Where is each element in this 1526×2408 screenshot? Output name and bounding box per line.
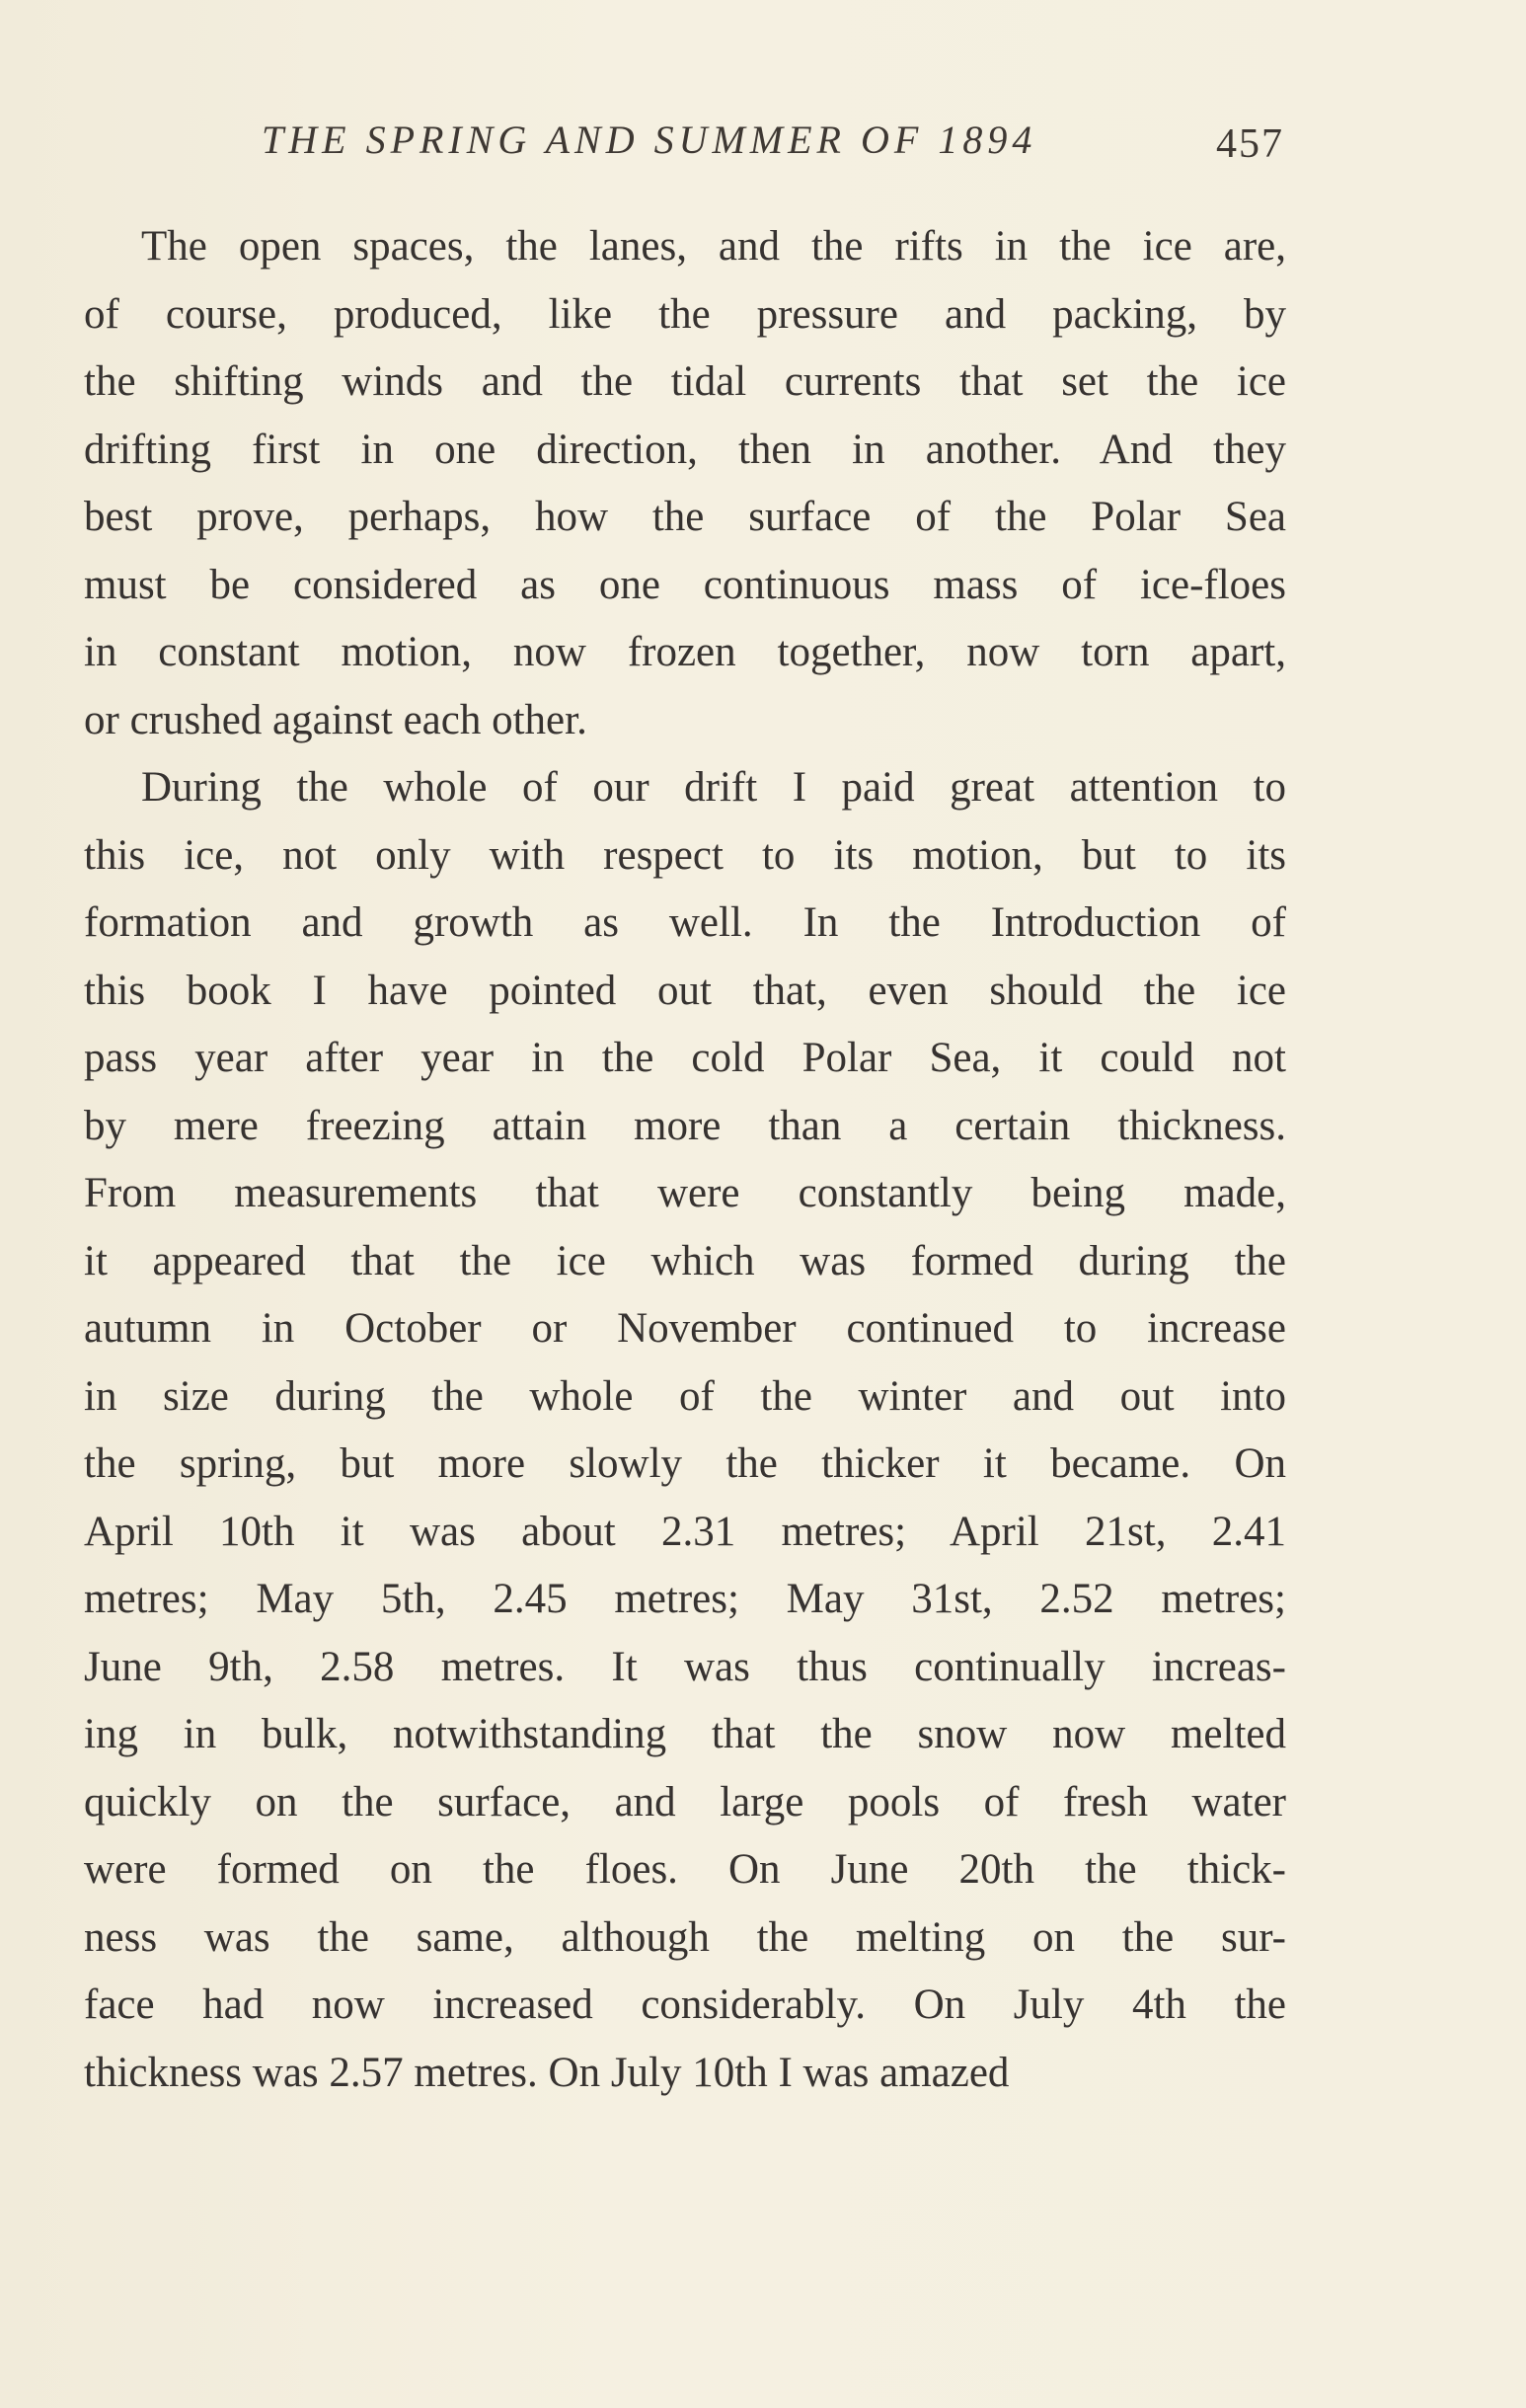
paragraph-2 bbox=[84, 754, 1286, 2107]
text-line: From measurements that were constantly being made, bbox=[84, 1170, 1286, 1216]
text-line: The open spaces, the lanes, and the rifts in the ice are, bbox=[141, 223, 1286, 270]
text-line: pass year after year in the cold Polar Sea, it could not bbox=[84, 1035, 1286, 1081]
text-line: this ice, not only with respect to its motion, but to its bbox=[84, 831, 1286, 879]
text-line: face had now increased considerably. On July 4th the bbox=[84, 1981, 1286, 2028]
text-line: in size during the whole of the winter and out into bbox=[84, 1372, 1286, 1420]
text-line: autumn in October or November continued to increase bbox=[84, 1305, 1286, 1352]
text-line: in constant motion, now frozen together, now torn apart, bbox=[84, 629, 1286, 675]
page-number: 457 bbox=[1216, 121, 1284, 167]
text-line: the shifting winds and the tidal currents that set the ice bbox=[84, 358, 1286, 405]
text-line: April 10th it was about 2.31 metres; April 21st, 2.41 bbox=[84, 1508, 1286, 1555]
text-line: quickly on the surface, and large pools of fresh water bbox=[84, 1778, 1286, 1825]
text-line: thickness was 2.57 metres. On July 10th I was amazed bbox=[84, 2049, 1010, 2096]
text-line: formation and growth as well. In the Introduction of bbox=[84, 899, 1286, 946]
text-line: by mere freezing attain more than a certain thickness. bbox=[84, 1102, 1286, 1149]
text-line: best prove, perhaps, how the surface of the Polar Sea bbox=[84, 494, 1286, 540]
text-line: it appeared that the ice which was formed during the bbox=[84, 1237, 1286, 1284]
text-line: the spring, but more slowly the thicker it became. On bbox=[84, 1440, 1286, 1487]
body-text bbox=[84, 213, 1286, 2107]
text-line: metres; May 5th, 2.45 metres; May 31st, 2.52 metres; bbox=[84, 1576, 1286, 1622]
text-line: this book I have pointed out that, even should the ice bbox=[84, 967, 1286, 1014]
text-line: drifting first in one direction, then in another. And they bbox=[84, 426, 1286, 473]
text-line: ing in bulk, notwithstanding that the snow now melted bbox=[84, 1711, 1286, 1757]
text-line: of course, produced, like the pressure and packing, by bbox=[84, 290, 1286, 338]
text-line: must be considered as one continuous mass of ice-floes bbox=[84, 561, 1286, 608]
text-line: or crushed against each other. bbox=[84, 696, 587, 743]
paragraph-1 bbox=[84, 213, 1286, 754]
text-line: June 9th, 2.58 metres. It was thus continually increas- bbox=[84, 1643, 1286, 1690]
running-head: THE SPRING AND SUMMER OF 1894 bbox=[262, 117, 1037, 162]
text-line: During the whole of our drift I paid great attention to bbox=[141, 764, 1286, 811]
text-line: were formed on the floes. On June 20th the thick- bbox=[84, 1846, 1286, 1893]
text-line: ness was the same, although the melting on the sur- bbox=[84, 1913, 1286, 1961]
